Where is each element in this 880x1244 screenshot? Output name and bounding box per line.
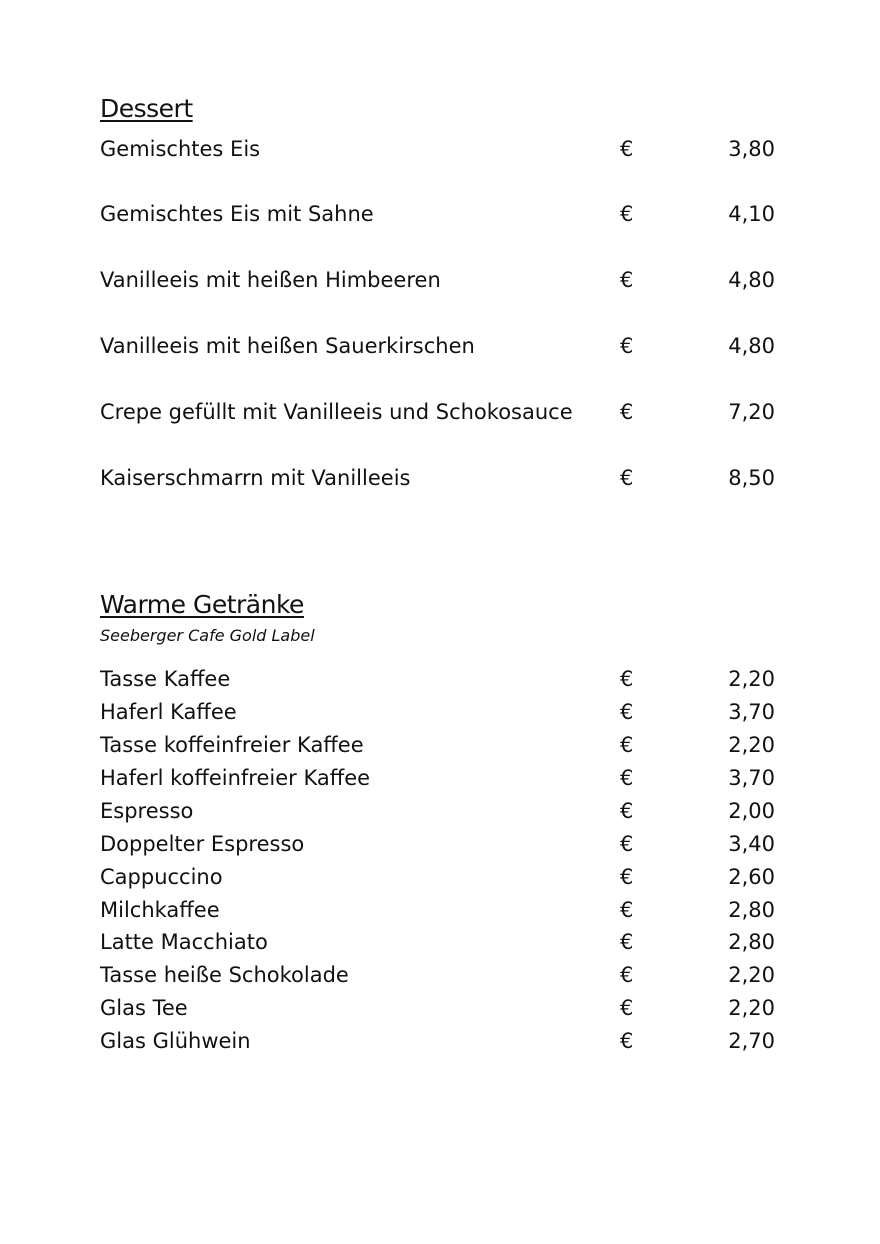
drink-item [0, 993, 880, 1023]
item-price: 2,70 [728, 1029, 775, 1053]
item-name: Doppelter Espresso [100, 832, 305, 856]
item-price: 2,60 [728, 865, 775, 889]
item-name: Tasse Kaffee [100, 667, 231, 691]
warme-getraenke-title: Warme Getränke [100, 590, 304, 619]
dessert-item [0, 199, 880, 229]
item-price: 8,50 [728, 466, 775, 490]
dessert-title: Dessert [100, 94, 193, 123]
currency-symbol: € [620, 832, 634, 856]
item-name: Milchkaffee [100, 898, 220, 922]
item-price: 4,80 [728, 334, 775, 358]
currency-symbol: € [620, 799, 634, 823]
drink-item [0, 1026, 880, 1056]
item-price: 7,20 [728, 400, 775, 424]
item-name: Haferl Kaffee [100, 700, 237, 724]
currency-symbol: € [620, 766, 634, 790]
drink-item [0, 763, 880, 793]
currency-symbol: € [620, 202, 634, 226]
drink-item [0, 796, 880, 826]
item-price: 2,80 [728, 930, 775, 954]
currency-symbol: € [620, 898, 634, 922]
item-name: Glas Tee [100, 996, 188, 1020]
item-name: Tasse koffeinfreier Kaffee [100, 733, 364, 757]
currency-symbol: € [620, 137, 634, 161]
item-price: 3,70 [728, 766, 775, 790]
item-price: 2,80 [728, 898, 775, 922]
currency-symbol: € [620, 466, 634, 490]
item-price: 4,10 [728, 202, 775, 226]
drink-item [0, 960, 880, 990]
item-name: Haferl koffeinfreier Kaffee [100, 766, 371, 790]
drink-item [0, 664, 880, 694]
currency-symbol: € [620, 667, 634, 691]
item-name: Gemischtes Eis [100, 137, 261, 161]
drink-item [0, 730, 880, 760]
currency-symbol: € [620, 963, 634, 987]
currency-symbol: € [620, 733, 634, 757]
item-price: 2,20 [728, 667, 775, 691]
item-price: 3,70 [728, 700, 775, 724]
item-name: Crepe gefüllt mit Vanilleeis und Schokosauce [100, 400, 573, 424]
currency-symbol: € [620, 334, 634, 358]
currency-symbol: € [620, 268, 634, 292]
item-name: Latte Macchiato [100, 930, 268, 954]
currency-symbol: € [620, 400, 634, 424]
item-name: Kaiserschmarrn mit Vanilleeis [100, 466, 411, 490]
currency-symbol: € [620, 930, 634, 954]
item-price: 3,80 [728, 137, 775, 161]
drink-item [0, 697, 880, 727]
dessert-item [0, 463, 880, 493]
item-name: Espresso [100, 799, 194, 823]
drink-item [0, 927, 880, 957]
item-name: Vanilleeis mit heißen Himbeeren [100, 268, 441, 292]
item-price: 2,00 [728, 799, 775, 823]
dessert-item [0, 331, 880, 361]
item-name: Glas Glühwein [100, 1029, 251, 1053]
item-price: 4,80 [728, 268, 775, 292]
warme-getraenke-subtitle: Seeberger Cafe Gold Label [100, 626, 315, 645]
drink-item [0, 895, 880, 925]
currency-symbol: € [620, 865, 634, 889]
drink-item [0, 862, 880, 892]
item-price: 2,20 [728, 996, 775, 1020]
currency-symbol: € [620, 1029, 634, 1053]
item-price: 2,20 [728, 963, 775, 987]
item-name: Vanilleeis mit heißen Sauerkirschen [100, 334, 475, 358]
item-name: Cappuccino [100, 865, 223, 889]
item-name: Gemischtes Eis mit Sahne [100, 202, 374, 226]
currency-symbol: € [620, 700, 634, 724]
item-price: 3,40 [728, 832, 775, 856]
dessert-item [0, 265, 880, 295]
drink-item [0, 829, 880, 859]
dessert-item [0, 134, 880, 164]
currency-symbol: € [620, 996, 634, 1020]
item-name: Tasse heiße Schokolade [100, 963, 349, 987]
item-price: 2,20 [728, 733, 775, 757]
dessert-item [0, 397, 880, 427]
